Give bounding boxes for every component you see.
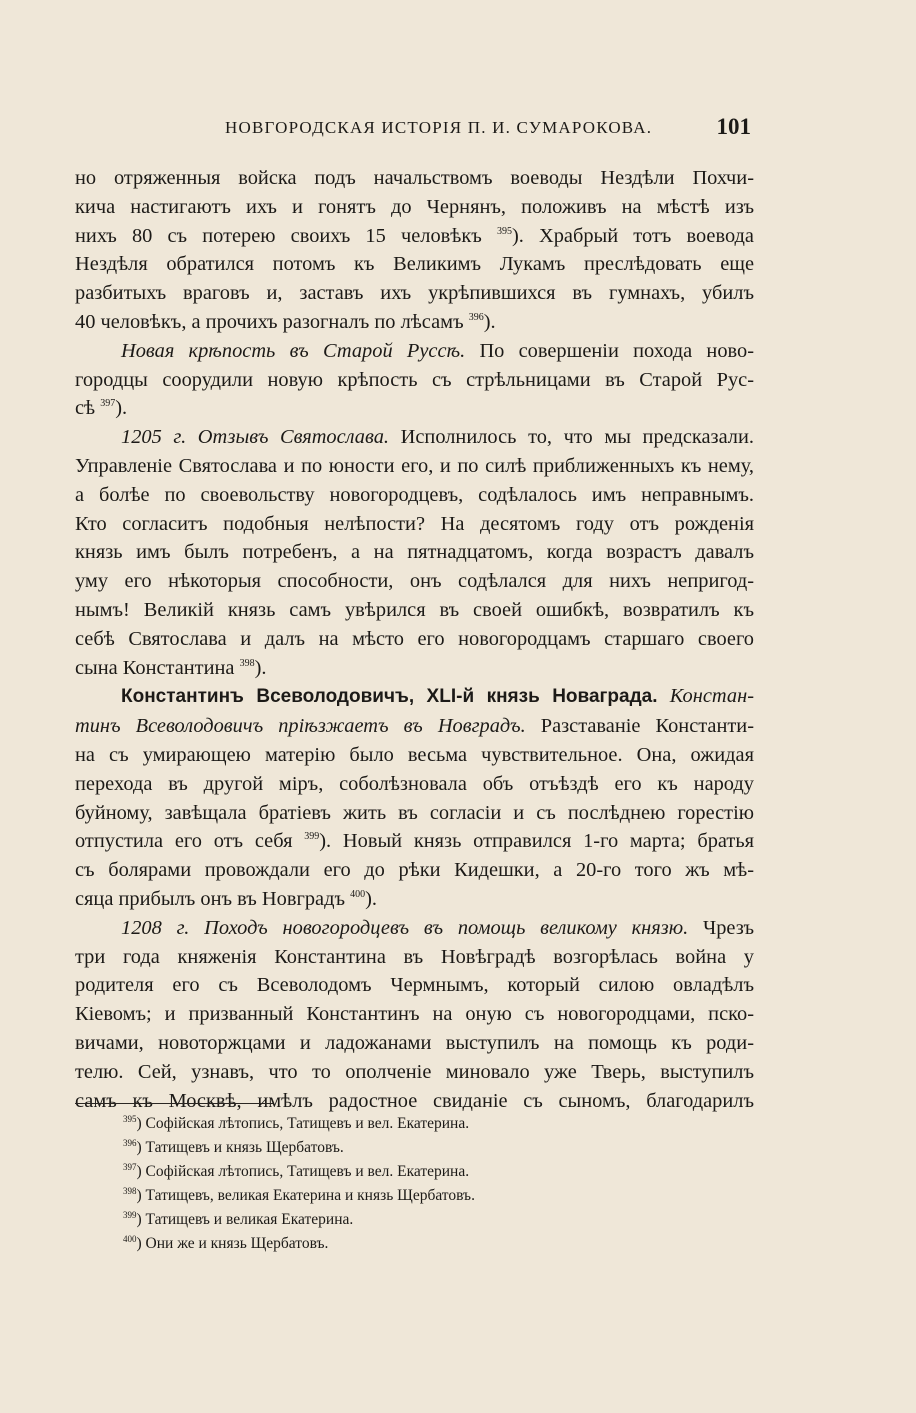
text-line: Новая крѣпость въ Старой Руссѣ. По совершеніи похода ново- [121, 339, 754, 362]
footnote-ref[interactable]: 398 [239, 657, 255, 669]
text-line: родителя его съ Всеволодомъ Чермнымъ, который силою овладѣлъ [75, 974, 754, 997]
text-line: Константинъ Всеволодовичъ, XLI-й князь Новаграда. Констан- [121, 685, 754, 708]
text-line: сѣ $^{397}$). [75, 397, 128, 420]
text-line: самъ къ Москвѣ, имѣлъ радостное свиданіе съ сыномъ, благодарилъ [75, 1089, 754, 1112]
page-number: 101 [716, 114, 751, 139]
text-line: Кіевомъ; и призванный Константинъ на оную съ новогородцами, пско- [75, 1003, 754, 1026]
footnotes [123, 1112, 683, 1256]
text-line: а болѣе по своевольству новогородцевъ, содѣлалось имъ неправнымъ. [75, 483, 754, 506]
footnote-number: 395 [123, 1114, 137, 1124]
text-line: тинъ Всеволодовичъ пріѣзжаетъ въ Новградъ. Разставаніе Константи- [75, 715, 754, 738]
chapter-heading: Константинъ Всеволодовичъ, XLI-й князь Новаграда. [121, 686, 658, 708]
footnote: $^{398}$) Татищевъ, великая Екатерина и князь Щербатовъ. [123, 1186, 475, 1204]
footnote-ref[interactable]: 399 [304, 831, 320, 843]
running-header [75, 114, 755, 144]
text-line: нымъ! Великій князь самъ увѣрился въ своей ошибкѣ, возвратилъ къ [75, 598, 754, 621]
text-line: Кто согласитъ подобныя нелѣпости? На десятомъ году отъ рожденія [75, 512, 754, 535]
text-line: вичами, новоторжцами и ладожанами выступилъ на помощь къ роди- [75, 1031, 754, 1054]
text-line: на съ умирающею матерію было весьма чувствительное. Она, ожидая [75, 743, 754, 766]
text-line: себѣ Святослава и далъ на мѣсто его новогородцамъ старшаго своего [75, 627, 754, 650]
text-line: отпустила его отъ себя $^{399}$). Новый князь отправился 1-го марта; братья [75, 830, 754, 853]
text-line: Управленіе Святослава и по юности его, и по силѣ приближенныхъ къ нему, [75, 454, 754, 477]
section-title: 1208 г. Походъ новогородцевъ въ помощь великому князю. [121, 916, 689, 939]
text-line: 1208 г. Походъ новогородцевъ въ помощь великому князю. Чрезъ [121, 916, 754, 939]
footnote: $^{400}$) Они же и князь Щербатовъ. [123, 1234, 329, 1252]
footnote: $^{395}$) Софійская лѣтопись, Татищевъ и вел. Екатерина. [123, 1114, 470, 1132]
text-line: 40 человѣкъ, а прочихъ разогналъ по лѣсамъ $^{396}$). [75, 310, 496, 333]
footnote-number: 399 [123, 1210, 137, 1220]
footnote: $^{396}$) Татищевъ и князь Щербатовъ. [123, 1138, 344, 1156]
text-line: съ болярами провождали его до рѣки Кидешки, а 20-го того жъ мѣ- [75, 859, 754, 882]
text-line: но отряженныя войска подъ начальствомъ воеводы Нездѣли Похчи- [75, 167, 754, 189]
text-line: 1205 г. Отзывъ Святослава. Исполнилось то, что мы предсказали. [121, 426, 754, 449]
footnote-number: 400 [123, 1234, 137, 1244]
text-line: разбитыхъ враговъ и, заставъ ихъ укрѣпившихся въ гумнахъ, убилъ [75, 282, 754, 305]
footnote-ref[interactable]: 396 [468, 311, 484, 323]
text-line: уму его нѣкоторыя способности, онъ содѣлался для нихъ непригод- [75, 570, 754, 593]
text-line: городцы соорудили новую крѣпость съ стрѣльницами въ Старой Рус- [75, 368, 754, 391]
footnote-ref[interactable]: 395 [496, 225, 512, 237]
text-line: перехода въ другой міръ, соболѣзновала объ отъѣздѣ его къ народу [75, 772, 754, 795]
text-line: сына Константина $^{398}$). [75, 656, 267, 679]
text-line: сяца прибылъ онъ въ Новградъ $^{400}$). [75, 887, 377, 910]
footnote: $^{399}$) Татищевъ и великая Екатерина. [123, 1210, 354, 1228]
footnote-number: 398 [123, 1186, 137, 1196]
footnote-ref[interactable]: 400 [350, 888, 366, 900]
footnote-number: 396 [123, 1138, 137, 1148]
text-line: нихъ 80 съ потерею своихъ 15 человѣкъ $^{395}$). Храбрый тотъ воевода [75, 224, 754, 247]
text-line: князь имъ былъ потребенъ, а на пятнадцатомъ, когда возрастъ давалъ [75, 541, 754, 564]
text-line: телю. Сей, узнавъ, что то ополченіе миновало уже Тверь, выступилъ [75, 1060, 754, 1083]
section-title: 1205 г. Отзывъ Святослава. [121, 426, 390, 449]
text-line: Нездѣля обратился потомъ къ Великимъ Лукамъ преслѣдовать еще [75, 253, 754, 276]
text-line: кича настигаютъ ихъ и гонятъ до Чернянъ, положивъ на мѣстѣ изъ [75, 195, 754, 218]
footnote-number: 397 [123, 1162, 137, 1172]
text-line: буйному, завѣщала братіевъ жить въ согласіи и съ послѣднею горестію [75, 801, 754, 824]
running-title: НОВГОРОДСКАЯ ИСТОРІЯ П. И. СУМАРОКОВА. [225, 118, 653, 137]
body-text [75, 164, 754, 1115]
footnote-ref[interactable]: 397 [100, 398, 116, 410]
footnote-divider [75, 1103, 273, 1104]
section-title: Новая крѣпость въ Старой Руссѣ. [121, 339, 466, 362]
section-title: тинъ Всеволодовичъ пріѣзжаетъ въ Новградъ. [75, 715, 526, 738]
footnote: $^{397}$) Софійская лѣтопись, Татищевъ и вел. Екатерина. [123, 1162, 470, 1180]
text-line: три года княженія Константина въ Новѣградѣ возгорѣлась война у [75, 945, 754, 968]
